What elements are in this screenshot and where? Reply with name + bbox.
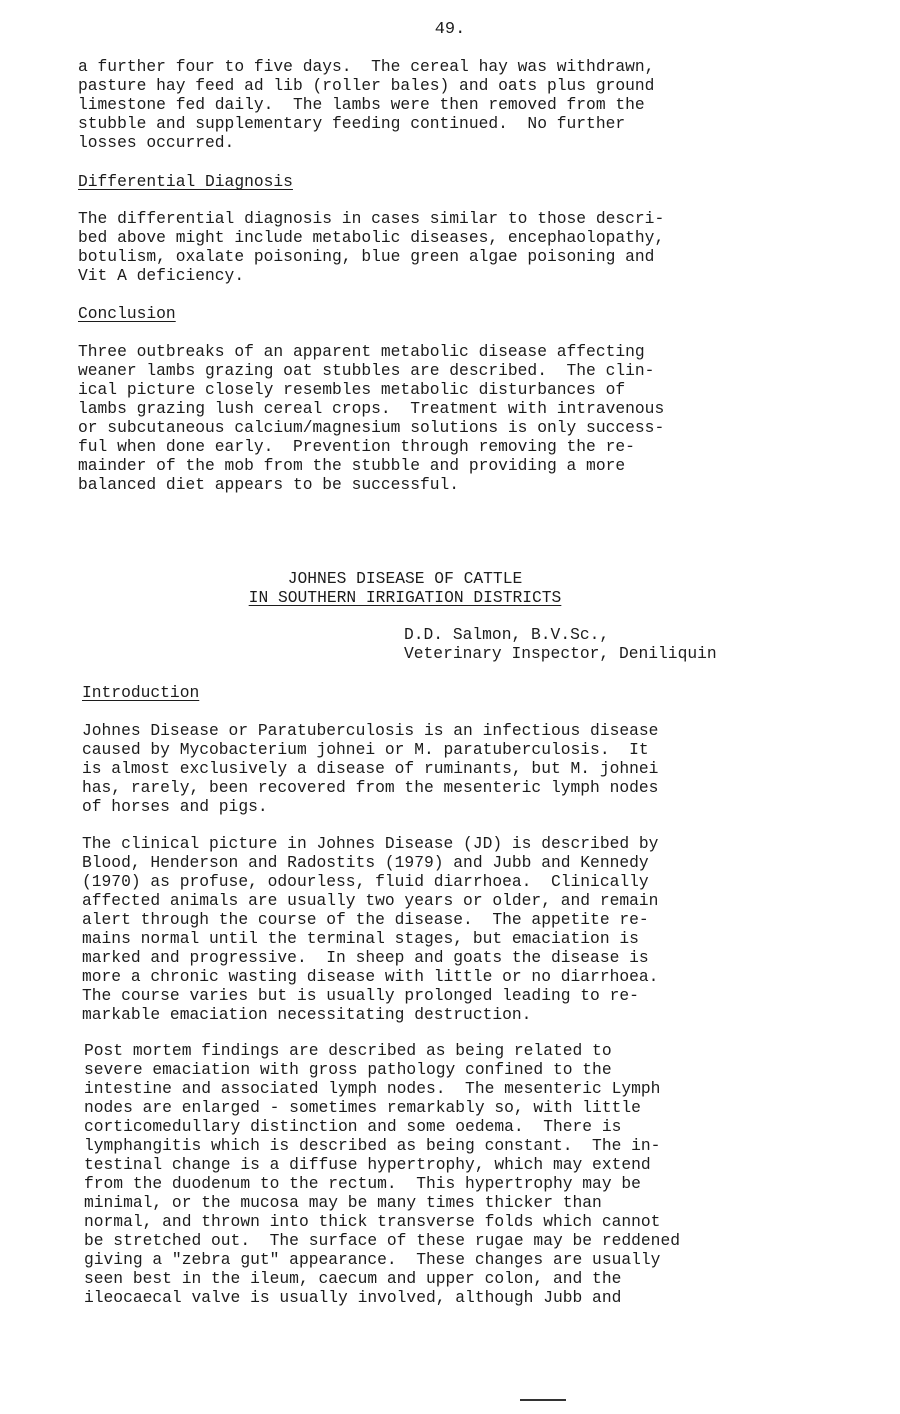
conclusion-paragraph	[78, 342, 664, 494]
introduction-paragraph-1	[82, 721, 658, 816]
article-title	[0, 569, 810, 607]
continued-paragraph	[78, 57, 654, 152]
author-role: Veterinary Inspector, Deniliquin	[404, 644, 717, 663]
introduction-heading: Introduction	[82, 683, 200, 702]
text-line: (1970) as profuse, odourless, fluid diarrhoea. Clinically	[82, 872, 649, 891]
text-line: Johnes Disease or Paratuberculosis is an infectious disease	[82, 721, 659, 740]
text-line: testinal change is a diffuse hypertrophy, which may extend	[84, 1155, 651, 1174]
text-line: lymphangitis which is described as being constant. The in-	[84, 1136, 661, 1155]
differential-diagnosis-heading: Differential Diagnosis	[78, 172, 293, 191]
text-line: mainder of the mob from the stubble and providing a more	[78, 456, 626, 475]
introduction-paragraph-3	[84, 1041, 680, 1307]
text-line: has, rarely, been recovered from the mesenteric lymph nodes	[82, 778, 659, 797]
text-line: seen best in the ileum, caecum and upper colon, and the	[84, 1269, 622, 1288]
text-line: or subcutaneous calcium/magnesium solutions is only success-	[78, 418, 665, 437]
text-line: mains normal until the terminal stages, but emaciation is	[82, 929, 639, 948]
conclusion-heading: Conclusion	[78, 304, 176, 323]
text-line: is almost exclusively a disease of ruminants, but M. johnei	[82, 759, 659, 778]
text-line: caused by Mycobacterium johnei or M. paratuberculosis. It	[82, 740, 649, 759]
text-line: pasture hay feed ad lib (roller bales) and oats plus ground	[78, 76, 655, 95]
page-number: 49.	[434, 20, 466, 39]
text-line: minimal, or the mucosa may be many times thicker than	[84, 1193, 602, 1212]
text-line: The clinical picture in Johnes Disease (JD) is described by	[82, 834, 659, 853]
text-line: from the duodenum to the rectum. This hypertrophy may be	[84, 1174, 641, 1193]
text-line: lambs grazing lush cereal crops. Treatment with intravenous	[78, 399, 665, 418]
text-line: giving a "zebra gut" appearance. These changes are usually	[84, 1250, 661, 1269]
text-line: more a chronic wasting disease with little or no diarrhoea.	[82, 967, 659, 986]
differential-diagnosis-paragraph	[78, 209, 664, 285]
text-line: affected animals are usually two years or older, and remain	[82, 891, 659, 910]
text-line: The differential diagnosis in cases similar to those descri-	[78, 209, 665, 228]
text-line: a further four to five days. The cereal hay was withdrawn,	[78, 57, 655, 76]
text-line: ileocaecal valve is usually involved, although Jubb and	[84, 1288, 622, 1307]
text-line: Three outbreaks of an apparent metabolic disease affecting	[78, 342, 645, 361]
text-line: alert through the course of the disease. The appetite re-	[82, 910, 649, 929]
text-line: corticomedullary distinction and some oedema. There is	[84, 1117, 622, 1136]
text-line: stubble and supplementary feeding continued. No further	[78, 114, 626, 133]
text-line: Vit A deficiency.	[78, 266, 245, 285]
text-line: intestine and associated lymph nodes. The mesenteric Lymph	[84, 1079, 661, 1098]
text-line: The course varies but is usually prolonged leading to re-	[82, 986, 639, 1005]
text-line: normal, and thrown into thick transverse folds which cannot	[84, 1212, 661, 1231]
author-name: D.D. Salmon, B.V.Sc.,	[404, 625, 610, 644]
introduction-paragraph-2	[82, 834, 658, 1024]
text-line: ical picture closely resembles metabolic disturbances of	[78, 380, 626, 399]
text-line: be stretched out. The surface of these rugae may be reddened	[84, 1231, 680, 1250]
text-line: marked and progressive. In sheep and goats the disease is	[82, 948, 649, 967]
text-line: weaner lambs grazing oat stubbles are described. The clin-	[78, 361, 655, 380]
text-line: ful when done early. Prevention through removing the re-	[78, 437, 635, 456]
text-line: Post mortem findings are described as being related to	[84, 1041, 612, 1060]
article-title-line-1: JOHNES DISEASE OF CATTLE	[287, 569, 523, 588]
text-line: losses occurred.	[78, 133, 235, 152]
text-line: limestone fed daily. The lambs were then removed from the	[78, 95, 645, 114]
text-line: markable emaciation necessitating destruction.	[82, 1005, 532, 1024]
text-line: severe emaciation with gross pathology confined to the	[84, 1060, 612, 1079]
text-line: bed above might include metabolic diseases, encephaolopathy,	[78, 228, 665, 247]
text-line: of horses and pigs.	[82, 797, 268, 816]
text-line: nodes are enlarged - sometimes remarkably so, with little	[84, 1098, 641, 1117]
text-line: balanced diet appears to be successful.	[78, 475, 460, 494]
footer-divider	[520, 1399, 566, 1401]
author-block	[404, 625, 717, 663]
text-line: Blood, Henderson and Radostits (1979) and Jubb and Kennedy	[82, 853, 649, 872]
text-line: botulism, oxalate poisoning, blue green algae poisoning and	[78, 247, 655, 266]
article-title-line-2: IN SOUTHERN IRRIGATION DISTRICTS	[248, 588, 562, 607]
